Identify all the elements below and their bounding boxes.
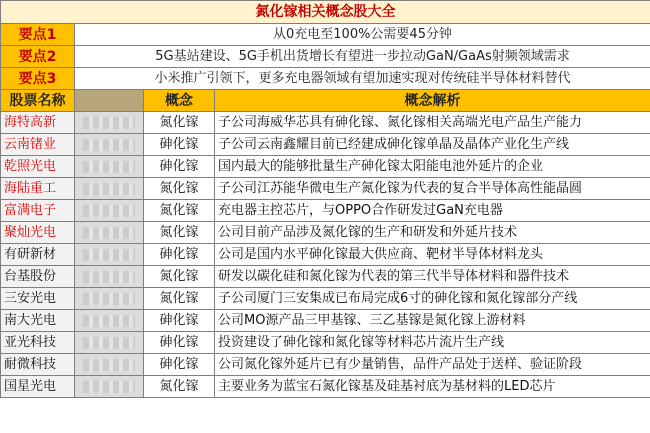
stock-name: 海陆重工 [1, 178, 75, 200]
blurred-code [83, 227, 135, 239]
blurred-code-cell [75, 156, 144, 178]
blurred-code-cell [75, 354, 144, 376]
key-point-text: 5G基站建设、5G手机出货增长有望进一步拉动GaN/GaAs射频领域需求 [75, 46, 650, 68]
key-point-label: 要点1 [1, 24, 75, 46]
blurred-code-cell [75, 376, 144, 398]
concept-cell: 氮化镓 [144, 376, 215, 398]
concept-cell: 氮化镓 [144, 112, 215, 134]
table-row [1, 112, 650, 134]
table-row [1, 134, 650, 156]
blurred-code [83, 315, 135, 327]
table-row [1, 266, 650, 288]
table-row [1, 178, 650, 200]
title-row [1, 1, 650, 24]
table-row [1, 156, 650, 178]
header-concept: 概念 [144, 90, 215, 112]
concept-cell: 氮化镓 [144, 200, 215, 222]
blurred-code [83, 117, 135, 129]
analysis-cell: 子公司厦门三安集成已布局完成6寸的砷化镓和氮化镓部分产线 [215, 288, 650, 310]
blurred-code-cell [75, 244, 144, 266]
analysis-cell: 投资建设了砷化镓和氮化镓等材料芯片流片生产线 [215, 332, 650, 354]
table-row [1, 332, 650, 354]
analysis-cell: 公司目前产品涉及氮化镓的生产和研发和外延片技术 [215, 222, 650, 244]
key-point-row [1, 24, 650, 46]
concept-cell: 砷化镓 [144, 244, 215, 266]
stock-name: 国星光电 [1, 376, 75, 398]
analysis-cell: 子公司海威华芯具有砷化镓、氮化镓相关高端光电产品生产能力 [215, 112, 650, 134]
stock-name: 南大光电 [1, 310, 75, 332]
analysis-cell: 主要业务为蓝宝石氮化镓基及硅基衬底为基材料的LED芯片 [215, 376, 650, 398]
table-row [1, 288, 650, 310]
blurred-code [83, 183, 135, 195]
stock-name: 三安光电 [1, 288, 75, 310]
table-row [1, 244, 650, 266]
blurred-code [83, 337, 135, 349]
key-point-text: 从0充电至100%公需要45分钟 [75, 24, 650, 46]
analysis-cell: 研发以碳化硅和氮化镓为代表的第三代半导体材料和器件技术 [215, 266, 650, 288]
table-row [1, 376, 650, 398]
analysis-cell: 公司是国内水平砷化镓最大供应商、靶材半导体材料龙头 [215, 244, 650, 266]
key-point-row [1, 68, 650, 90]
blurred-code [83, 293, 135, 305]
blurred-code [83, 381, 135, 393]
table-row [1, 222, 650, 244]
stock-name: 台基股份 [1, 266, 75, 288]
concept-cell: 砷化镓 [144, 354, 215, 376]
concept-cell: 砷化镓 [144, 310, 215, 332]
stock-name: 乾照光电 [1, 156, 75, 178]
analysis-cell: 国内最大的能够批量生产砷化镓太阳能电池外延片的企业 [215, 156, 650, 178]
blurred-code-cell [75, 288, 144, 310]
concept-cell: 砷化镓 [144, 134, 215, 156]
key-point-label: 要点2 [1, 46, 75, 68]
concept-cell: 氮化镓 [144, 222, 215, 244]
header-analysis: 概念解析 [215, 90, 650, 112]
stock-name: 云南锗业 [1, 134, 75, 156]
concept-cell: 氮化镓 [144, 288, 215, 310]
header-stock-name: 股票名称 [1, 90, 75, 112]
table-row [1, 310, 650, 332]
blurred-code [83, 359, 135, 371]
key-point-text: 小米推广引领下，更多充电器领域有望加速实现对传统硅半导体材料替代 [75, 68, 650, 90]
analysis-cell: 子公司云南鑫耀目前已经建成砷化镓单晶及晶体产业化生产线 [215, 134, 650, 156]
blurred-code-cell [75, 332, 144, 354]
analysis-cell: 公司MO源产品三甲基镓、三乙基镓是氮化镓上游材料 [215, 310, 650, 332]
analysis-cell: 公司氮化镓外延片已有少量销售，品件产品处于送样、验证阶段 [215, 354, 650, 376]
blurred-code-cell [75, 200, 144, 222]
concept-cell: 砷化镓 [144, 332, 215, 354]
stock-name: 亚光科技 [1, 332, 75, 354]
table-header-row [1, 90, 650, 112]
stock-name: 聚灿光电 [1, 222, 75, 244]
blurred-code-cell [75, 266, 144, 288]
key-point-label: 要点3 [1, 68, 75, 90]
stock-name: 海特高新 [1, 112, 75, 134]
page-title: 氮化镓相关概念股大全 [1, 1, 650, 24]
concept-cell: 氮化镓 [144, 266, 215, 288]
stock-name: 富满电子 [1, 200, 75, 222]
analysis-cell: 子公司江苏能华微电生产氮化镓为代表的复合半导体高性能晶圆 [215, 178, 650, 200]
stock-name: 耐微科技 [1, 354, 75, 376]
blurred-code-cell [75, 112, 144, 134]
table-row [1, 354, 650, 376]
blurred-code-cell [75, 222, 144, 244]
blurred-code-cell [75, 178, 144, 200]
concept-cell: 氮化镓 [144, 178, 215, 200]
blurred-code [83, 161, 135, 173]
header-blurred-cell [75, 90, 144, 112]
blurred-code-cell [75, 310, 144, 332]
key-point-row [1, 46, 650, 68]
blurred-code [83, 271, 135, 283]
blurred-code [83, 139, 135, 151]
table-row [1, 200, 650, 222]
blurred-code [83, 205, 135, 217]
blurred-code-cell [75, 134, 144, 156]
concept-cell: 砷化镓 [144, 156, 215, 178]
analysis-cell: 充电器主控芯片，与OPPO合作研发过GaN充电器 [215, 200, 650, 222]
stock-name: 有研新材 [1, 244, 75, 266]
blurred-code [83, 249, 135, 261]
